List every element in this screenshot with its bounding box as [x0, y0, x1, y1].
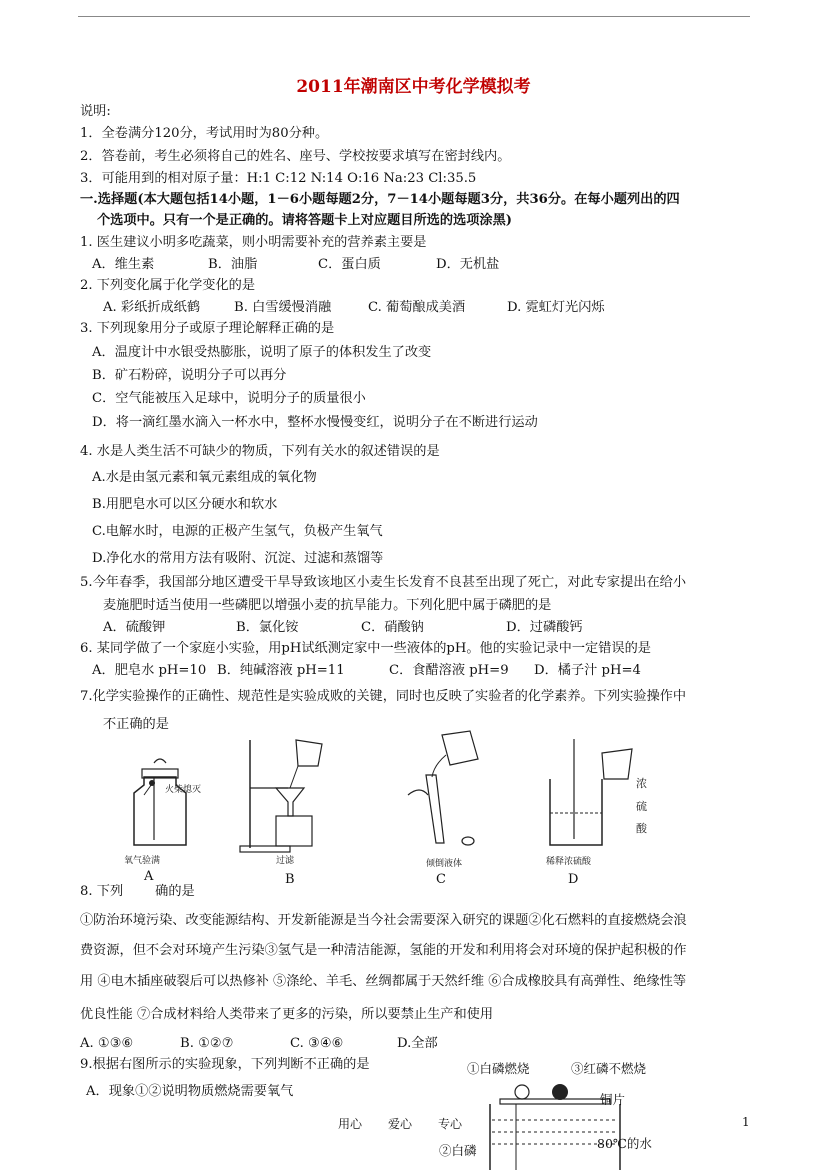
q8-options — [80, 1035, 438, 1053]
q1-stem: 1. 医生建议小明多吃蔬菜，则小明需要补充的营养素主要是 — [80, 235, 427, 250]
q6-options — [92, 662, 641, 680]
q5-options — [103, 619, 583, 637]
q5-line2: 麦施肥时适当使用一些磷肥以增强小麦的抗旱能力。下列化肥中属于磷肥的是 — [103, 598, 552, 613]
q8-stem-part-1: 8. 下列 — [80, 884, 124, 899]
intro-heading: 说明: — [80, 104, 111, 119]
figure-a-note: 火柴熄灭 — [165, 785, 202, 795]
q5-line1: 5.今年春季，我国部分地区遭受干旱导致该地区小麦生长发育不良甚至出现了死亡，对此专家提出在给小 — [80, 575, 687, 590]
figure-c-letter: C — [436, 872, 446, 887]
q3-option-b: B．矿石粉碎，说明分子可以再分 — [92, 368, 287, 383]
q9-label-white-phosphorus-water: ②白磷 — [439, 1143, 477, 1158]
q8-option-a: A. ①③⑥ — [80, 1036, 134, 1051]
q3-option-a: A．温度计中水银受热膨胀，说明了原子的体积发生了改变 — [92, 345, 432, 360]
q8-line-3: 用 ④电木插座破裂后可以热修补 ⑤涤纶、羊毛、丝绸都属于天然纤维 ⑥合成橡胶具有高弹性、绝缘性等 — [80, 974, 687, 989]
figure-a-oxygen-test — [120, 755, 210, 865]
intro-note-1: 1．全卷满分120分，考试用时为80分种。 — [80, 126, 329, 141]
figure-d-note-1: 浓 — [636, 777, 647, 790]
footer-text-3: 专心 — [438, 1117, 463, 1131]
q9-label-copper-sheet: 铜片 — [600, 1092, 626, 1107]
q1-options — [92, 256, 499, 274]
page-number: 1 — [742, 1115, 750, 1129]
q8-option-d: D.全部 — [397, 1036, 438, 1051]
q3-option-d: D．将一滴红墨水滴入一杯水中，整杯水慢慢变红，说明分子在不断进行运动 — [92, 415, 538, 430]
q2-option-c: C. 葡萄酿成美酒 — [368, 300, 466, 315]
figure-c-pouring — [400, 725, 490, 855]
q2-option-d: D. 霓虹灯光闪烁 — [507, 300, 605, 315]
q9-figure-combustion — [480, 1070, 640, 1170]
q1-option-d: D．无机盐 — [436, 257, 500, 272]
q6-stem: 6. 某同学做了一个家庭小实验，用pH试纸测定家中一些液体的pH。他的实验记录中一定错误的是 — [80, 641, 651, 656]
q8-line-4: 优良性能 ⑦合成材料给人类带来了更多的污染，所以要禁止生产和使用 — [80, 1007, 494, 1022]
page-title: 2011年潮南区中考化学模拟考 — [296, 77, 531, 97]
q8-option-c: C. ③④⑥ — [290, 1036, 344, 1051]
q2-option-a: A. 彩纸折成纸鹤 — [103, 300, 201, 315]
q5-option-b: B．氯化铵 — [236, 620, 299, 635]
q1-option-b: B．油脂 — [208, 257, 258, 272]
footer-text-2: 爱心 — [388, 1117, 413, 1131]
figure-d-letter: D — [568, 872, 579, 887]
q1-option-c: C．蛋白质 — [318, 257, 381, 272]
figure-d-note-3: 酸 — [636, 822, 647, 835]
section1-line1: 一.选择题(本大题包括14小题，1－6小题每题2分，7－14小题每题3分，共36分。在每小题列出的四 — [80, 192, 680, 207]
q3-stem: 3. 下列现象用分子或原子理论解释正确的是 — [80, 321, 335, 336]
section1-line2: 个选项中。只有一个是正确的。请将答题卡上对应题目所选的选项涂黑) — [97, 213, 513, 228]
figure-c-caption: 倾倒液体 — [426, 859, 463, 869]
intro-note-2: 2．答卷前，考生必须将自己的姓名、座号、学校按要求填写在密封线内。 — [80, 149, 511, 164]
header-rule — [78, 16, 750, 17]
q9-option-a: A．现象①②说明物质燃烧需要氧气 — [86, 1084, 294, 1099]
q8-option-b: B. ①②⑦ — [180, 1036, 234, 1051]
figure-d-dilution — [540, 735, 640, 855]
figure-d-caption: 稀释浓硫酸 — [546, 857, 592, 867]
figure-b-filtration — [238, 730, 328, 855]
q4-stem: 4. 水是人类生活不可缺少的物质，下列有关水的叙述错误的是 — [80, 444, 440, 459]
q7-line1: 7.化学实验操作的正确性、规范性是实验成败的关键，同时也反映了实验者的化学素养。下列实验操作中 — [80, 689, 687, 704]
figure-b-letter: B — [285, 872, 295, 887]
figure-a-letter: A — [144, 869, 154, 884]
q8-line-2: 费资源，但不会对环境产生污染③氢气是一种清洁能源，氢能的开发和利用将会对环境的保护起积极的作 — [80, 943, 687, 958]
q4-option-d: D.净化水的常用方法有吸附、沉淀、过滤和蒸馏等 — [92, 551, 384, 566]
footer-text-1: 用心 — [338, 1117, 363, 1131]
q4-option-c: C.电解水时，电源的正极产生氢气，负极产生氧气 — [92, 524, 383, 539]
q5-option-c: C．硝酸钠 — [361, 620, 424, 635]
q5-option-a: A．硫酸钾 — [103, 620, 166, 635]
q9-stem: 9.根据右图所示的实验现象，下列判断不正确的是 — [80, 1057, 370, 1072]
q8-stem-part-2: 确的是 — [155, 884, 195, 899]
q6-option-b: B．纯碱溶液 pH=11 — [217, 663, 345, 678]
q9-label-hot-water: 80℃的水 — [597, 1136, 652, 1151]
q9-label-red-phosphorus: ③红磷不燃烧 — [571, 1061, 647, 1076]
figure-d-note-2: 硫 — [636, 800, 647, 813]
q3-option-c: C．空气能被压入足球中，说明分子的质量很小 — [92, 391, 366, 406]
q6-option-c: C．食醋溶液 pH=9 — [389, 663, 509, 678]
q2-option-b: B. 白雪缓慢消融 — [234, 300, 332, 315]
q6-option-a: A．肥皂水 pH=10 — [92, 663, 207, 678]
q2-stem: 2. 下列变化属于化学变化的是 — [80, 278, 256, 293]
q4-option-b: B.用肥皂水可以区分硬水和软水 — [92, 497, 278, 512]
q5-option-d: D．过磷酸钙 — [506, 620, 583, 635]
figure-a-caption: 氧气验满 — [124, 856, 161, 866]
q9-label-white-phosphorus-burning: ①白磷燃烧 — [467, 1061, 530, 1076]
q8-line-1: ①防治环境污染、改变能源结构、开发新能源是当今社会需要深入研究的课题②化石燃料的直接燃烧会浪 — [80, 913, 687, 928]
q7-line2: 不正确的是 — [103, 717, 169, 732]
q2-options — [103, 299, 605, 317]
intro-note-3: 3．可能用到的相对原子量：H:1 C:12 N:14 O:16 Na:23 Cl:35.5 — [80, 171, 477, 186]
q4-option-a: A.水是由氢元素和氧元素组成的氧化物 — [92, 470, 317, 485]
q6-option-d: D．橘子汁 pH=4 — [534, 663, 641, 678]
q1-option-a: A．维生素 — [92, 257, 155, 272]
figure-b-caption: 过滤 — [276, 856, 295, 866]
q8-stem — [80, 883, 195, 901]
